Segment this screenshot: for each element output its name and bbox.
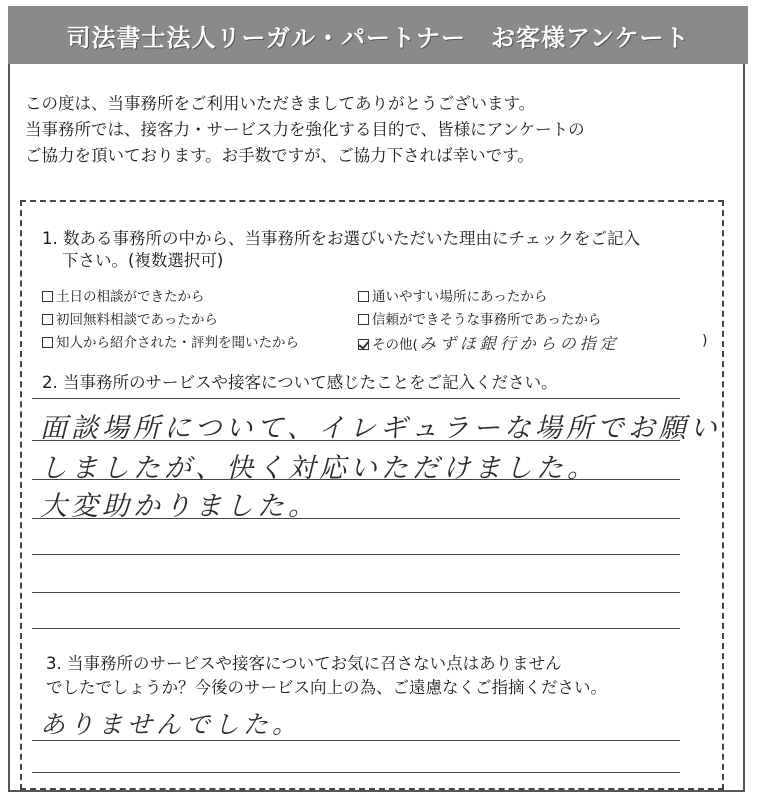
q2-answer-line1: 面談場所について、イレギュラーな場所でお願い <box>40 413 721 444</box>
q1-option-location[interactable]: 通いやすい場所にあったから <box>358 285 547 305</box>
q3-text-line2: でしたでしょうか？今後のサービス向上の為、ご遠慮なくご指摘ください。 <box>46 678 607 697</box>
q1-other-close-paren: ) <box>702 333 708 349</box>
q1-option-trust[interactable]: 信頼ができそうな事務所であったから <box>358 308 601 328</box>
q2-answer-line2: しましたが、快く対応いただけました。 <box>40 453 598 484</box>
checkbox[interactable] <box>42 291 53 302</box>
checkbox[interactable] <box>42 337 53 348</box>
intro-text <box>25 91 735 169</box>
q1-other-answer: みずほ銀行からの指定 <box>419 334 620 353</box>
answer-line <box>32 398 680 399</box>
answer-line <box>32 772 680 773</box>
checkbox-checked[interactable] <box>358 339 369 350</box>
checkbox[interactable] <box>42 314 53 325</box>
q1-text-line1: 1. 数ある事務所の中から、当事務所をお選びいただいた理由にチェックをご記入 <box>42 229 640 248</box>
intro-line: この度は、当事務所をご利用いただきましてありがとうございます。 <box>25 94 536 113</box>
answer-line <box>32 592 680 593</box>
checkbox[interactable] <box>358 291 369 302</box>
survey-title: 司法書士法人リーガル・パートナー お客様アンケート <box>66 23 690 52</box>
answer-line <box>32 554 680 555</box>
survey-header <box>8 6 748 64</box>
answer-line <box>32 518 680 519</box>
intro-line: 当事務所では、接客力・サービス力を強化する目的で、皆様にアンケートの <box>25 120 585 139</box>
answer-line <box>32 628 680 629</box>
q1-option-weekend[interactable]: 土日の相談ができたから <box>42 285 205 305</box>
checkbox[interactable] <box>358 314 369 325</box>
q2-text: 2. 当事務所のサービスや接客について感じたことをご記入ください。 <box>42 373 558 392</box>
answer-line <box>32 440 680 441</box>
q3-answer: ありませんでした。 <box>40 710 302 739</box>
intro-line: ご協力を頂いております。お手数ですが、ご協力下されば幸いです。 <box>25 146 534 165</box>
q1-option-referral[interactable]: 知人から紹介された・評判を聞いたから <box>42 331 299 351</box>
answer-line <box>32 740 680 741</box>
answer-line <box>32 479 680 480</box>
q2-answer-line3: 大変助かりました。 <box>40 491 319 522</box>
q1-option-other[interactable]: その他( みずほ銀行からの指定 <box>358 331 620 354</box>
q1-text-line2: 下さい。(複数選択可) <box>62 251 224 270</box>
q1-option-free-consult[interactable]: 初回無料相談であったから <box>42 308 218 328</box>
q3-text-line1: 3. 当事務所のサービスや接客についてお気に召さない点はありません <box>46 654 562 673</box>
